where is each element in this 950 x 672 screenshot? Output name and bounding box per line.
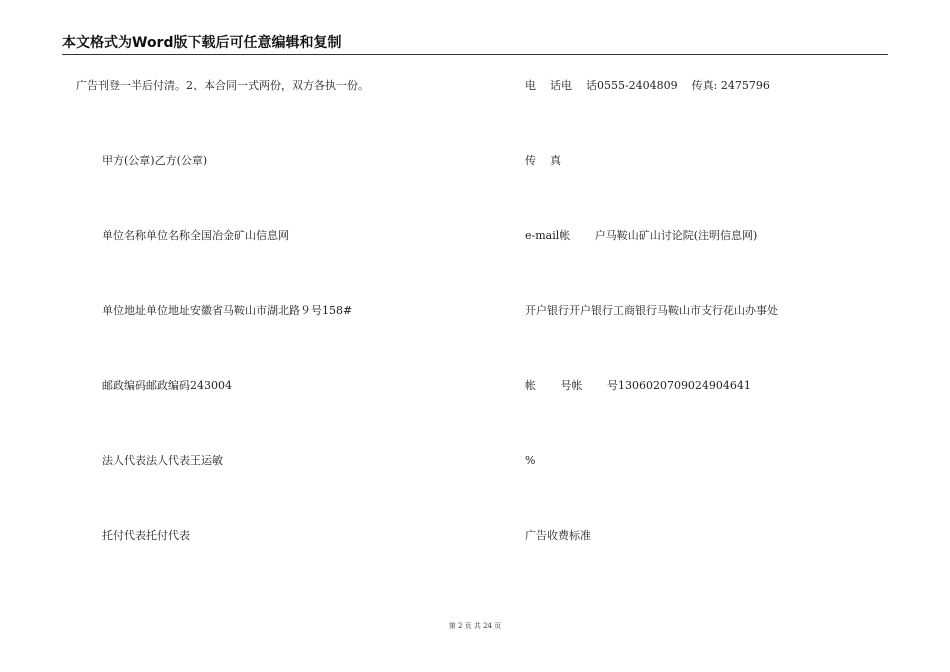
page-number-footer: 第 2 页 共 24 页 <box>448 622 502 630</box>
left-line-unit-name: 单位名称单位名称全国冶金矿山信息网 <box>102 229 289 242</box>
right-line-fax: 传 真 <box>525 154 561 167</box>
left-line-authorized-representative: 托付代表托付代表 <box>102 529 190 542</box>
left-line-legal-representative: 法人代表法人代表王运敏 <box>102 454 223 467</box>
header-title: 本文格式为Word版下载后可任意编辑和复制 <box>62 35 342 51</box>
right-line-fee-standard: 广告收费标准 <box>525 529 591 542</box>
left-line-postal-code: 邮政编码邮政编码243004 <box>102 379 232 392</box>
left-line-unit-address: 单位地址单位地址安徽省马鞍山市湖北路９号158# <box>102 304 353 317</box>
right-line-percent: % <box>525 454 536 467</box>
right-line-account-number: 帐 号帐 号1306020709024904641 <box>525 379 751 392</box>
right-line-bank: 开户银行开户银行工商银行马鞍山市支行花山办事处 <box>525 304 778 317</box>
left-line-seals: 甲方(公章)乙方(公章) <box>102 154 208 167</box>
left-line-payment-terms: 广告刊登一半后付清。2、本合同一式两份，双方各执一份。 <box>76 79 369 92</box>
page-header <box>62 34 888 55</box>
right-line-phone: 电 话电 话0555-2404809 传真: 2475796 <box>525 79 770 92</box>
right-line-email-account: e-mail帐 户马鞍山矿山讨论院(注明信息网) <box>525 229 758 242</box>
